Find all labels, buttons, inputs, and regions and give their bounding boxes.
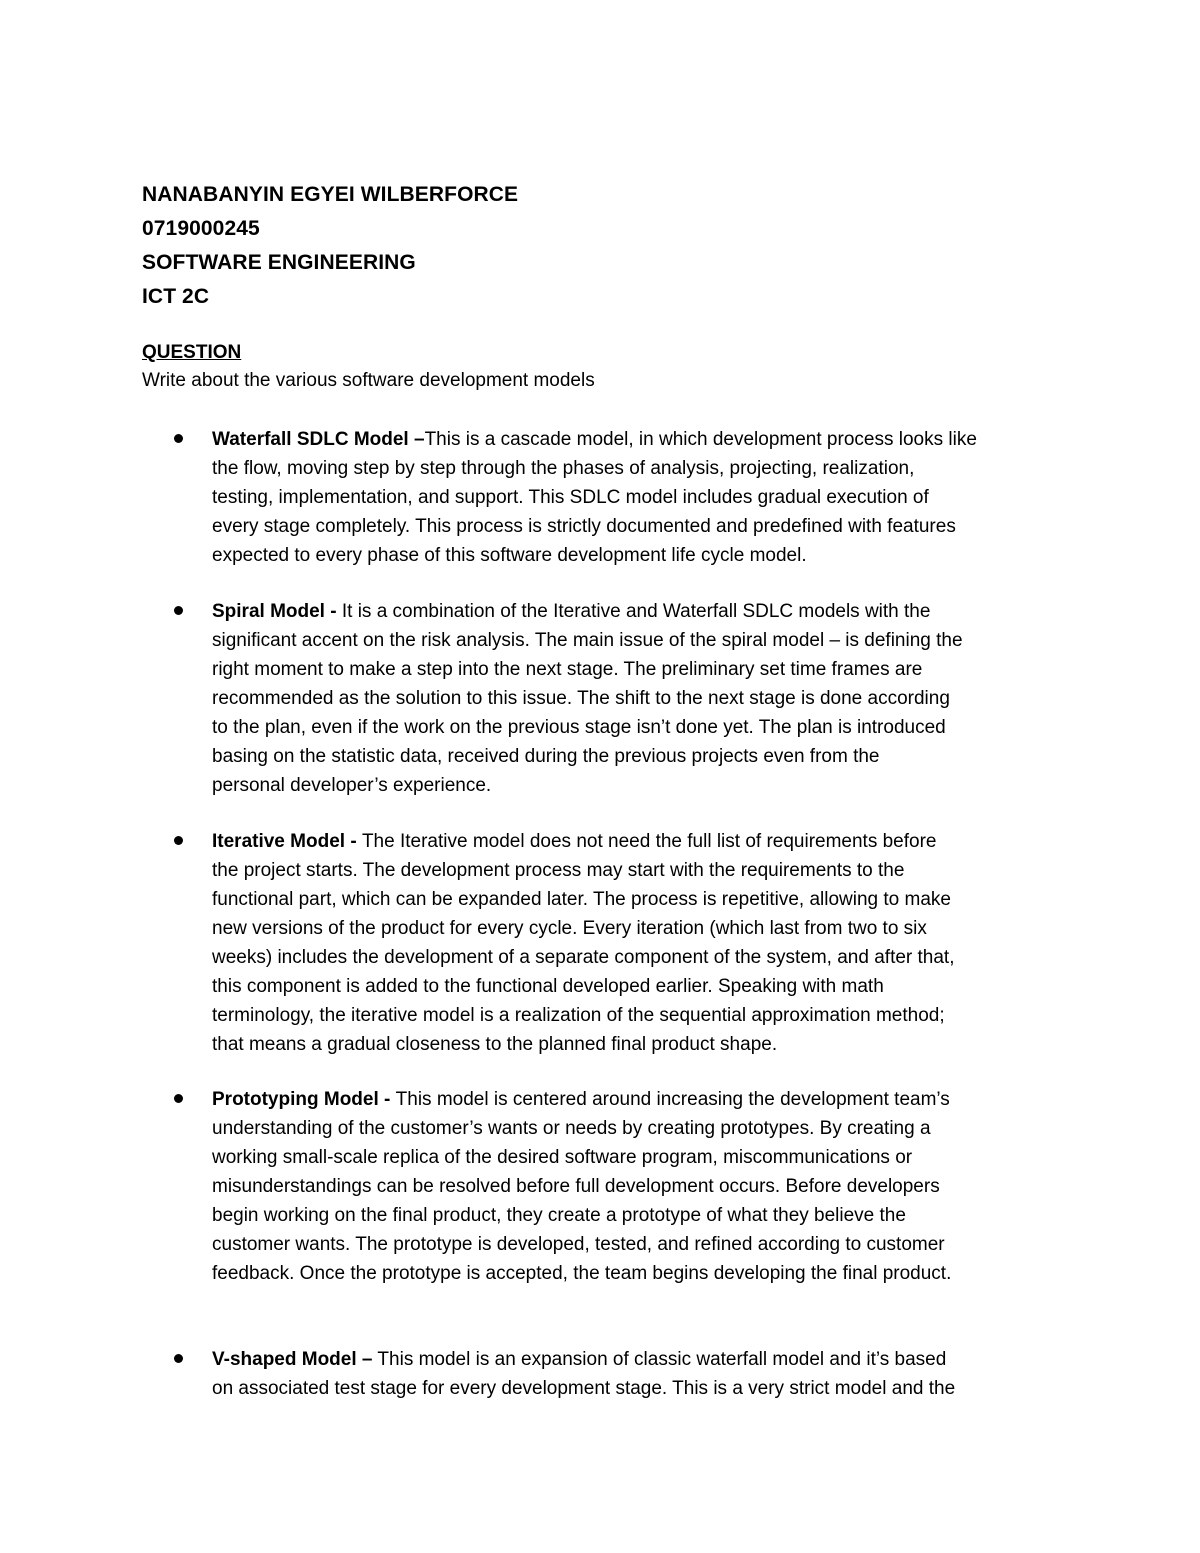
model-text-line: the project starts. The development process may start with the requirements to the [212,860,905,881]
bullet-icon [174,836,183,845]
model-text-line: the flow, moving step by step through the phases of analysis, projecting, realization, [212,458,915,479]
model-separator: – [408,429,425,450]
model-text-line: The Iterative model does not need the full list of requirements before [361,831,937,852]
list-item-v-shaped [168,1345,1048,1403]
model-text-line: It is a combination of the Iterative and Waterfall SDLC models with the [341,601,931,622]
model-text-line: expected to every phase of this software development life cycle model. [212,545,807,566]
model-text-line: terminology, the iterative model is a realization of the sequential approximation method; [212,1005,945,1026]
student-id: 0719000245 [142,217,260,240]
model-text-line: personal developer’s experience. [212,775,492,796]
model-name: V-shaped Model – [212,1349,373,1370]
model-text-line: This model is centered around increasing the development team’s [395,1089,950,1110]
model-text-line: that means a gradual closeness to the planned final product shape. [212,1034,778,1055]
model-text-line: misunderstandings can be resolved before full development occurs. Before developers [212,1176,940,1197]
model-text-line: begin working on the final product, they create a prototype of what they believe the [212,1205,906,1226]
model-text-line: this component is added to the functional developed earlier. Speaking with math [212,976,884,997]
model-text-line: on associated test stage for every development stage. This is a very strict model and the [212,1378,956,1399]
list-item-prototyping [168,1085,1048,1288]
list-item-waterfall [168,425,1048,570]
model-text-line: significant accent on the risk analysis. The main issue of the spiral model – is defining the [212,630,963,651]
question-heading: QUESTION [142,342,242,363]
model-text-line: new versions of the product for every cycle. Every iteration (which last from two to six [212,918,927,939]
class-code: ICT 2C [142,285,210,308]
model-text-line: understanding of the customer’s wants or needs by creating prototypes. By creating a [212,1118,931,1139]
model-text-line: weeks) includes the development of a separate component of the system, and after that, [212,947,955,968]
model-text-line: every stage completely. This process is strictly documented and predefined with features [212,516,956,537]
bullet-icon [174,1354,183,1363]
student-name: NANABANYIN EGYEI WILBERFORCE [142,183,519,206]
model-text-line: testing, implementation, and support. This SDLC model includes gradual execution of [212,487,929,508]
model-separator: - [378,1089,396,1110]
model-name: Waterfall SDLC Model [212,429,409,450]
model-text-line: feedback. Once the prototype is accepted, the team begins developing the final product. [212,1263,952,1284]
model-text-line: right moment to make a step into the next stage. The preliminary set time frames are [212,659,923,680]
model-text-line: customer wants. The prototype is developed, tested, and refined according to customer [212,1234,945,1255]
model-name: Prototyping Model [212,1089,379,1110]
question-text: Write about the various software development models [142,370,595,391]
model-text-line: This is a cascade model, in which development process looks like [424,429,977,450]
model-text-line: basing on the statistic data, received during the previous projects even from the [212,746,880,767]
list-item-spiral [168,597,1048,800]
list-item-iterative [168,827,1048,1059]
course-title: SOFTWARE ENGINEERING [142,251,416,274]
model-name: Iterative Model [212,831,346,852]
bullet-icon [174,1094,183,1103]
model-name: Spiral Model [212,601,325,622]
model-text-line: to the plan, even if the work on the previous stage isn’t done yet. The plan is introduced [212,717,946,738]
model-separator: - [324,601,342,622]
model-separator: - [345,831,362,852]
bullet-icon [174,606,183,615]
model-text-line: This model is an expansion of classic waterfall model and it’s based [377,1349,947,1370]
model-text-line: recommended as the solution to this issue. The shift to the next stage is done according [212,688,950,709]
model-text-line: functional part, which can be expanded later. The process is repetitive, allowing to make [212,889,951,910]
bullet-icon [174,434,183,443]
model-text-line: working small-scale replica of the desired software program, miscommunications or [212,1147,913,1168]
